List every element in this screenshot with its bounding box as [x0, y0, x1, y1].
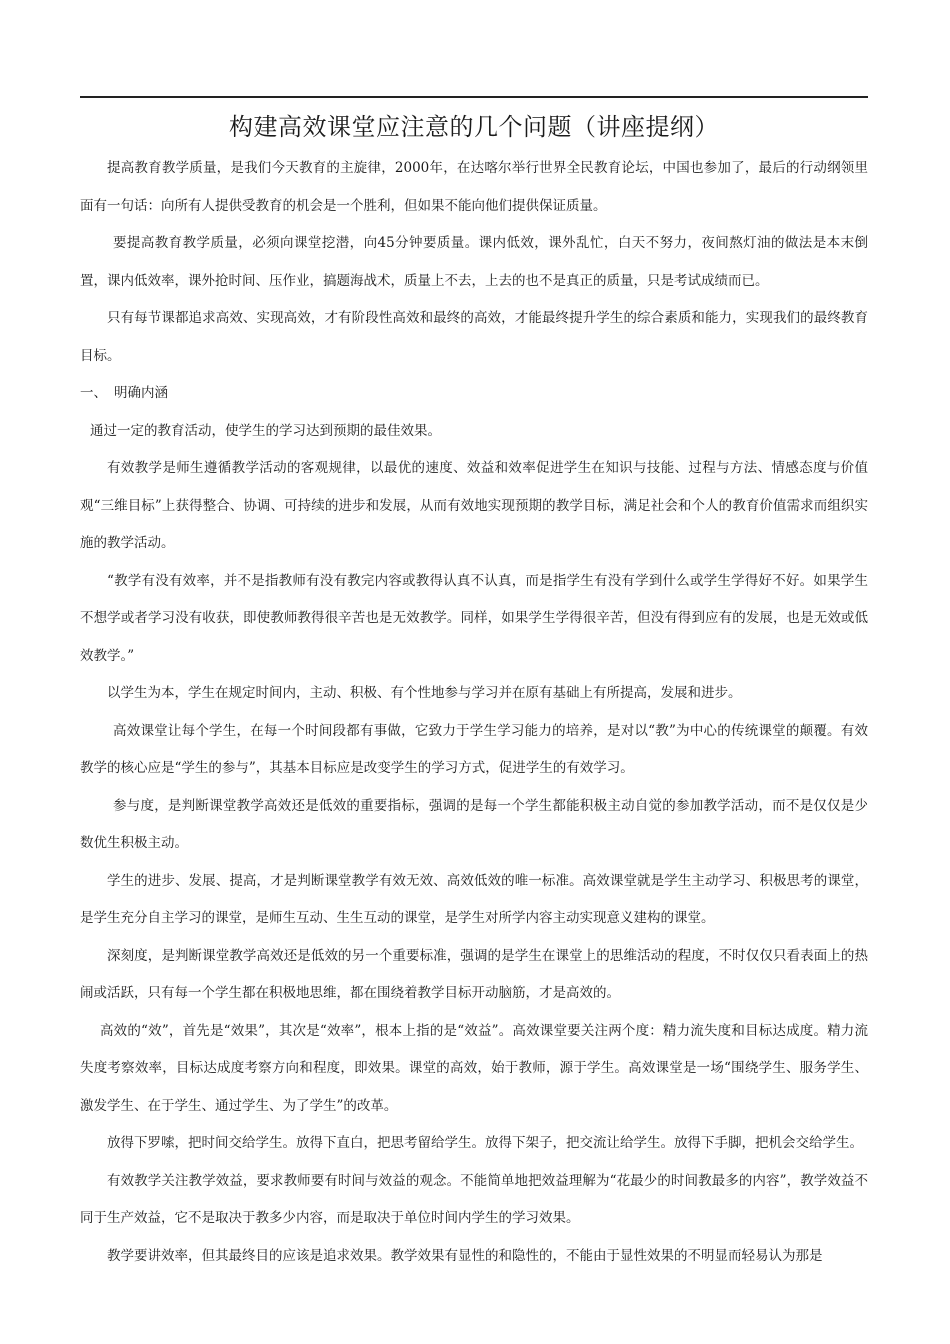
paragraph: “教学有没有效率，并不是指教师有没有教完内容或教得认真不认真，而是指学生有没有学到什么或学生学得好不好。如果学生不想学或者学习没有收获，即使教师教得很辛苦也是无效教学。同样，如果学生学得很辛苦，但没有得到应有的发展，也是无效或低效教学。”	[80, 572, 868, 664]
document-body	[80, 150, 868, 1275]
paragraph: 高效的“效”，首先是“效果”，其次是“效率”，根本上指的是“效益”。高效课堂要关注两个度：精力流失度和目标达成度。精力流失度考察效率，目标达成度考察方向和程度，即效果。课堂的高效，始于教师，源于学生。高效课堂是一场“围绕学生、服务学生、激发学生、在于学生、通过学生、为了学生”的改革。	[80, 1022, 868, 1114]
header-rule	[80, 96, 868, 98]
paragraph: 有效教学是师生遵循教学活动的客观规律，以最优的速度、效益和效率促进学生在知识与技能、过程与方法、情感态度与价值观“三维目标”上获得整合、协调、可持续的进步和发展，从而有效地实现预期的教学目标，满足社会和个人的教育价值需求而组织实施的教学活动。	[80, 460, 868, 551]
section-title: 明确内涵	[114, 385, 168, 401]
paragraph: 学生的进步、发展、提高，才是判断课堂教学有效无效、高效低效的唯一标准。高效课堂就是学生主动学习、积极思考的课堂，是学生充分自主学习的课堂，是师生互动、生生互动的课堂，是学生对所学内容主动实现意义建构的课堂。	[80, 872, 868, 926]
paragraph: 要提高教育教学质量，必须向课堂挖潜，向45分钟要质量。课内低效，课外乱忙，白天不努力，夜间熬灯油的做法是本末倒置，课内低效率，课外抢时间、压作业，搞题海战术，质量上不去，上去的也不是真正的质量，只是考试成绩而已。	[80, 235, 868, 289]
paragraph: 只有每节课都追求高效、实现高效，才有阶段性高效和最终的高效，才能最终提升学生的综合素质和能力，实现我们的最终教育目标。	[80, 310, 868, 364]
paragraph: 参与度，是判断课堂教学高效还是低效的重要指标，强调的是每一个学生都能积极主动自觉的参加教学活动，而不是仅仅是少数优生积极主动。	[80, 797, 868, 851]
paragraph: 教学要讲效率，但其最终目的应该是追求效果。教学效果有显性的和隐性的，不能由于显性效果的不明显而轻易认为那是	[107, 1247, 823, 1264]
paragraph: 高效课堂让每个学生，在每一个时间段都有事做，它致力于学生学习能力的培养，是对以“教”为中心的传统课堂的颠覆。有效教学的核心应是“学生的参与”，其基本目标应是改变学生的学习方式，促进学生的有效学习。	[80, 722, 868, 776]
paragraph: 通过一定的教育活动，使学生的学习达到预期的最佳效果。	[90, 422, 441, 439]
paragraph: 以学生为本，学生在规定时间内，主动、积极、有个性地参与学习并在原有基础上有所提高，发展和进步。	[107, 685, 742, 701]
section-heading	[80, 375, 868, 413]
paragraph: 有效教学关注教学效益，要求教师要有时间与效益的观念。不能简单地把效益理解为“花最少的时间教最多的内容”，教学效益不同于生产效益，它不是取决于教多少内容，而是取决于单位时间内学生的学习效果。	[80, 1172, 868, 1226]
paragraph: 深刻度，是判断课堂教学高效还是低效的另一个重要标准，强调的是学生在课堂上的思维活动的程度，不时仅仅只看表面上的热闹或活跃，只有每一个学生都在积极地思维，都在围绕着教学目标开动脑筋，才是高效的。	[80, 947, 868, 1001]
paragraph: 放得下罗嗦，把时间交给学生。放得下直白，把思考留给学生。放得下架子，把交流让给学生。放得下手脚，把机会交给学生。	[107, 1135, 863, 1151]
document-title: 构建高效课堂应注意的几个问题（讲座提纲）	[229, 113, 719, 141]
paragraph: 提高教育教学质量，是我们今天教育的主旋律，2000年，在达喀尔举行世界全民教育论坛，中国也参加了，最后的行动纲领里面有一句话：向所有人提供受教育的机会是一个胜利，但如果不能向他们提供保证质量。	[80, 160, 868, 214]
section-number: 一、	[80, 385, 107, 401]
